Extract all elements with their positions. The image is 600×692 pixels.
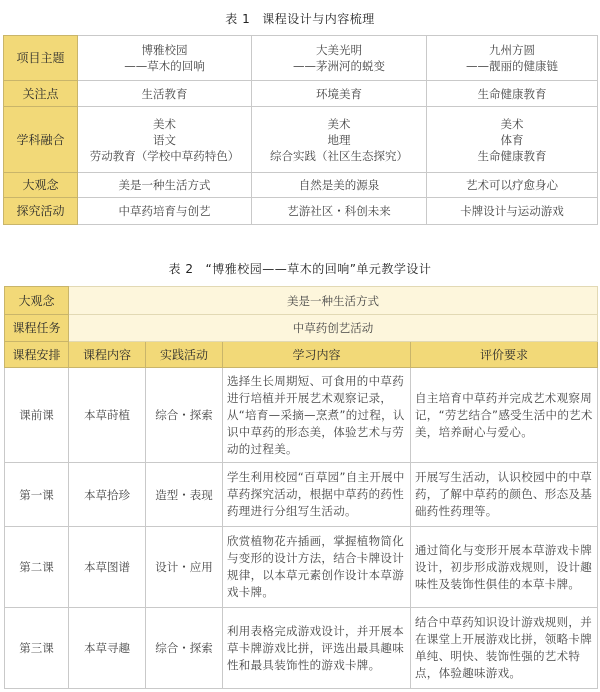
table-row: [4, 107, 598, 173]
content-cell: 本草寻趣: [69, 608, 146, 689]
table-row: [4, 173, 598, 198]
activity-cell: 综合・探索: [146, 608, 223, 689]
table-row: [5, 463, 598, 527]
table1-caption-number: 表 1: [225, 12, 251, 26]
table-row: [5, 527, 598, 608]
activity-cell: 设计・应用: [146, 527, 223, 608]
course-task-label: 课程任务: [5, 315, 69, 342]
table-row: [5, 608, 598, 689]
table-cell: 环境美育: [252, 81, 427, 107]
content-cell: 本草拾珍: [69, 463, 146, 527]
table-row: [4, 36, 598, 81]
table-cell: 博雅校园 ——草木的回响: [78, 36, 252, 81]
row-header: 项目主题: [4, 36, 78, 81]
table-cell: 卡牌设计与运动游戏: [427, 198, 598, 225]
column-header: 学习内容: [223, 342, 411, 368]
column-header: 实践活动: [146, 342, 223, 368]
big-idea-label: 大观念: [5, 287, 69, 315]
table2-caption-number: 表 2: [168, 262, 194, 276]
row-header: 大观念: [4, 173, 78, 198]
table-cell: 生活教育: [78, 81, 252, 107]
table-cell: 艺游社区・科创未来: [252, 198, 427, 225]
table1-caption: [0, 10, 600, 27]
activity-cell: 综合・探索: [146, 368, 223, 463]
row-header: 关注点: [4, 81, 78, 107]
row-header: 探究活动: [4, 198, 78, 225]
table-cell: 美术 语文 劳动教育（学校中草药特色）: [78, 107, 252, 173]
table-cell: 美是一种生活方式: [78, 173, 252, 198]
table-cell: 美术 体育 生命健康教育: [427, 107, 598, 173]
table-row: [5, 315, 598, 342]
learning-cell: 学生利用校园“百草园”自主开展中草药探究活动，根据中草药的药性药理进行分组写生活动。: [223, 463, 411, 527]
content-cell: 本草莳植: [69, 368, 146, 463]
row-header: 学科融合: [4, 107, 78, 173]
column-header: 课程内容: [69, 342, 146, 368]
schedule-cell: 第二课: [5, 527, 69, 608]
learning-cell: 欣赏植物花卉插画，掌握植物简化与变形的设计方法，结合卡牌设计规律，以本草元素创作设计本草游戏卡牌。: [223, 527, 411, 608]
schedule-cell: 第三课: [5, 608, 69, 689]
schedule-cell: 第一课: [5, 463, 69, 527]
learning-cell: 利用表格完成游戏设计，并开展本草卡牌游戏比拼，评选出最具趣味性和最具装饰性的游戏卡牌。: [223, 608, 411, 689]
table-row: [5, 368, 598, 463]
content-cell: 本草图谱: [69, 527, 146, 608]
schedule-cell: 课前课: [5, 368, 69, 463]
table-cell: 美术 地理 综合实践（社区生态探究）: [252, 107, 427, 173]
evaluation-cell: 开展写生活动，认识校园中的中草药，了解中草药的颜色、形态及基础药性药理等。: [411, 463, 598, 527]
course-task-value: 中草药创艺活动: [69, 315, 598, 342]
table2-unit-teaching-design: [4, 286, 598, 689]
evaluation-cell: 通过简化与变形开展本草游戏卡牌设计，初步形成游戏规则，设计趣味性及装饰性俱佳的本草卡牌。: [411, 527, 598, 608]
evaluation-cell: 自主培育中草药并完成艺术观察周记，“劳艺结合”感受生活中的艺术美，培养耐心与爱心。: [411, 368, 598, 463]
column-header: 课程安排: [5, 342, 69, 368]
table-row: [5, 287, 598, 315]
evaluation-cell: 结合中草药知识设计游戏规则，并在课堂上开展游戏比拼，领略卡牌单纯、明快、装饰性强的艺术特点，体验趣味游戏。: [411, 608, 598, 689]
table2-caption-title: “博雅校园——草木的回响”单元教学设计: [205, 262, 432, 276]
table-cell: 艺术可以疗愈身心: [427, 173, 598, 198]
table-cell: 生命健康教育: [427, 81, 598, 107]
table-cell: 中草药培育与创艺: [78, 198, 252, 225]
big-idea-value: 美是一种生活方式: [69, 287, 598, 315]
column-header-row: [5, 342, 598, 368]
table2-caption: [0, 260, 600, 277]
table1-caption-title: 课程设计与内容梳理: [262, 12, 375, 26]
table-cell: 大美光明 ——茅洲河的蜕变: [252, 36, 427, 81]
table-row: [4, 81, 598, 107]
table-cell: 自然是美的源泉: [252, 173, 427, 198]
table-cell: 九州方圆 ——靓丽的健康链: [427, 36, 598, 81]
table-row: [4, 198, 598, 225]
activity-cell: 造型・表现: [146, 463, 223, 527]
learning-cell: 选择生长周期短、可食用的中草药进行培植并开展艺术观察记录，从“培育—采摘—烹煮”的过程，认识中草药的形态美，体验艺术与劳动的过程美。: [223, 368, 411, 463]
table1-course-design: [3, 35, 598, 225]
column-header: 评价要求: [411, 342, 598, 368]
